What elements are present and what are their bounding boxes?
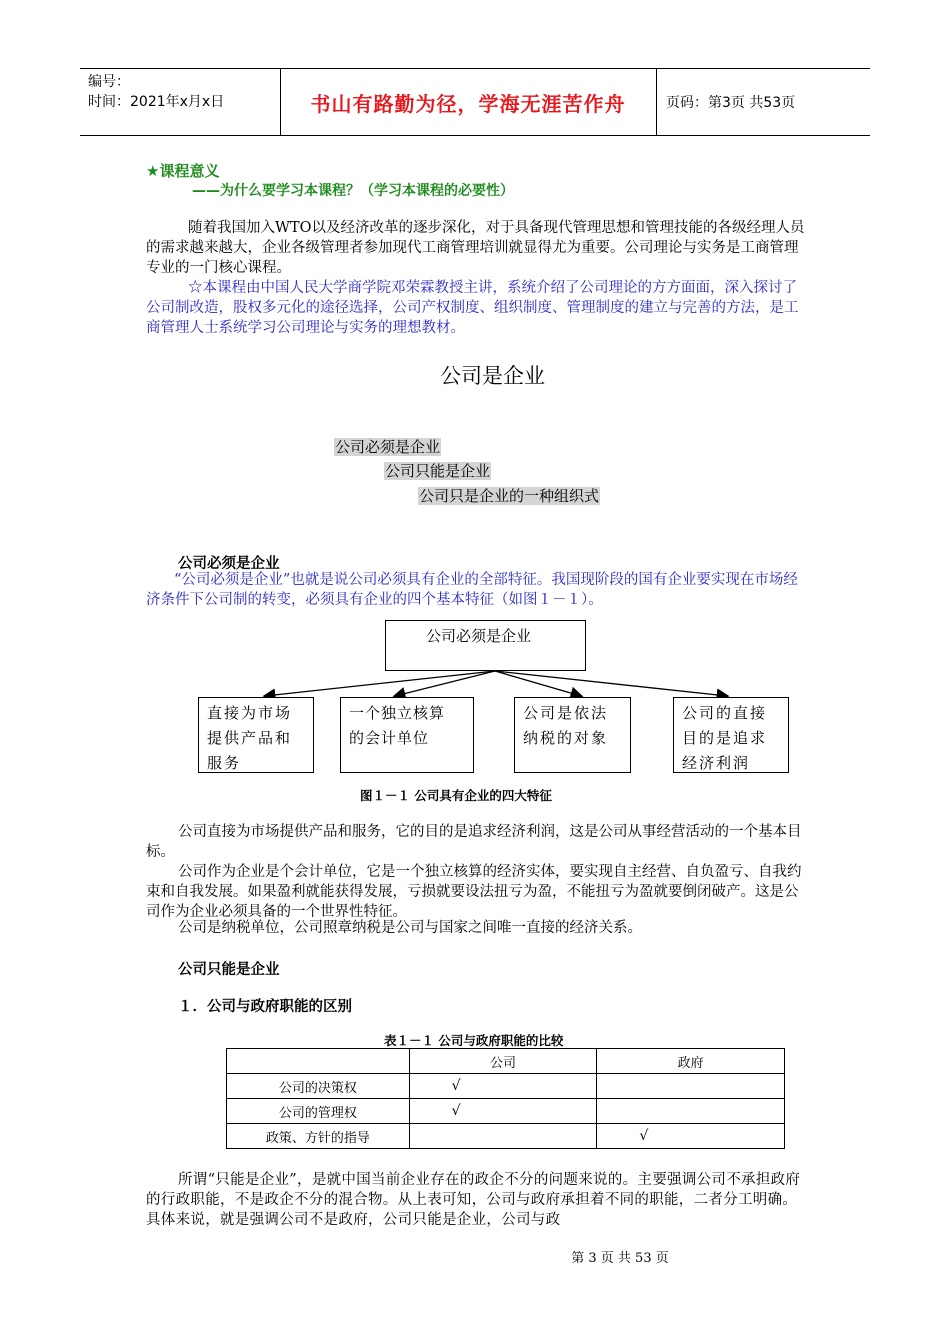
child-3-line-1: 公司是依法 bbox=[523, 704, 609, 722]
section1-heading: 公司必须是企业 bbox=[178, 556, 280, 572]
diagram-caption: 图１－１ 公司具有企业的四大特征 bbox=[360, 788, 552, 803]
time-label: 时间：2021年x月x日 bbox=[88, 94, 225, 110]
header-divider-2 bbox=[656, 68, 657, 136]
intro-paragraph-2: ☆本课程由中国人民大学商学院邓荣霖教授主讲，系统介绍了公司理论的方方面面，深入探讨了公司制改造，股权多元化的途径选择，公司产权制度、组织制度、管理制度的建立与完善的方法，是工商管理人士系统学习公司理论与实务的理想教材。 bbox=[146, 280, 799, 336]
child-4-line-3: 经济利润 bbox=[682, 754, 751, 772]
header-meta bbox=[88, 72, 224, 112]
header-bottom-rule bbox=[80, 135, 870, 136]
number-label: 编号： bbox=[88, 74, 130, 90]
child-1-line-3: 服务 bbox=[207, 754, 242, 772]
section2-subheading: １．公司与政府职能的区别 bbox=[178, 999, 352, 1015]
header-motto: 书山有路勤为径，学海无涯苦作舟 bbox=[310, 92, 626, 116]
row-3-company bbox=[409, 1124, 597, 1149]
row-3-label: 政策、方针的指导 bbox=[227, 1124, 410, 1149]
diagram-child-4 bbox=[673, 697, 789, 773]
course-significance-title: ★课程意义 bbox=[146, 162, 220, 180]
section2-heading: 公司只能是企业 bbox=[178, 962, 280, 978]
child-3-line-2: 纳税的对象 bbox=[523, 729, 609, 747]
table-caption: 表１－１ 公司与政府职能的比较 bbox=[384, 1033, 564, 1048]
outline-item-3-text: 公司只是企业的一种组织式 bbox=[419, 487, 600, 505]
table-row bbox=[227, 1074, 785, 1099]
diagram-child-3 bbox=[514, 697, 631, 773]
course-significance-subtitle: ——为什么要学习本课程？（学习本课程的必要性） bbox=[192, 183, 514, 199]
row-2-company: √ bbox=[409, 1099, 597, 1124]
table-header-company: 公司 bbox=[409, 1049, 597, 1074]
connector-3 bbox=[495, 671, 581, 696]
comparison-table bbox=[226, 1048, 785, 1149]
header-top-rule bbox=[80, 68, 870, 69]
page-header bbox=[80, 68, 870, 136]
diagram-root-label: 公司必须是企业 bbox=[426, 627, 532, 645]
outline-item-1 bbox=[334, 436, 441, 457]
feature-paragraph-1: 公司直接为市场提供产品和服务，它的目的是追求经济利润，这是公司从事经营活动的一个基本目标。 bbox=[146, 824, 802, 860]
child-2-line-2: 的会计单位 bbox=[349, 729, 430, 747]
table-row bbox=[227, 1124, 785, 1149]
header-page-info: 页码：第3页 共53页 bbox=[666, 95, 796, 111]
main-title: 公司是企业 bbox=[440, 364, 545, 388]
diagram-child-1 bbox=[198, 697, 314, 773]
row-2-label: 公司的管理权 bbox=[227, 1099, 410, 1124]
feature-paragraph-3: 公司是纳税单位，公司照章纳税是公司与国家之间唯一直接的经济关系。 bbox=[178, 920, 642, 936]
child-1-line-2: 提供产品和 bbox=[207, 729, 293, 747]
table-row bbox=[227, 1099, 785, 1124]
connector-1 bbox=[265, 671, 495, 696]
table-header-row bbox=[227, 1049, 785, 1074]
row-1-government bbox=[597, 1074, 785, 1099]
connector-4 bbox=[495, 671, 727, 696]
row-1-label: 公司的决策权 bbox=[227, 1074, 410, 1099]
outline-item-3 bbox=[418, 485, 600, 506]
section1-paragraph: “公司必须是企业”也就是说公司必须具有企业的全部特征。我国现阶段的国有企业要实现在市场经济条件下公司制的转变，必须具有企业的四个基本特征（如图１－１）。 bbox=[146, 572, 798, 608]
child-1-line-1: 直接为市场 bbox=[207, 704, 293, 722]
child-4-line-1: 公司的直接 bbox=[682, 704, 768, 722]
closing-paragraph: 所谓“只能是企业”，是就中国当前企业存在的政企不分的问题来说的。主要强调公司不承担政府的行政职能，不是政企不分的混合物。从上表可知，公司与政府承担着不同的职能，二者分工明确。具体来说，就是强调公司不是政府，公司只能是企业，公司与政 bbox=[146, 1172, 801, 1228]
outline-item-1-text: 公司必须是企业 bbox=[335, 438, 441, 456]
outline-item-2-text: 公司只能是企业 bbox=[385, 462, 491, 480]
row-2-government bbox=[597, 1099, 785, 1124]
diagram-root-box bbox=[385, 620, 586, 671]
outline-item-2 bbox=[384, 460, 491, 481]
page-footer: 第 3 页 共 53 页 bbox=[571, 1251, 669, 1266]
table-header-empty bbox=[227, 1049, 410, 1074]
diagram-child-2 bbox=[340, 697, 474, 773]
child-2-line-1: 一个独立核算 bbox=[349, 704, 446, 722]
feature-paragraph-2: 公司作为企业是个会计单位，它是一个独立核算的经济实体，要实现自主经营、自负盈亏、自我约束和自我发展。如果盈利就能获得发展，亏损就要设法扭亏为盈，不能扭亏为盈就要倒闭破产。这是公司作为企业必须具备的一个世界性特征。 bbox=[146, 864, 802, 920]
intro-paragraph-1: 随着我国加入WTO以及经济改革的逐步深化，对于具备现代管理思想和管理技能的各级经理人员的需求越来越大，企业各级管理者参加现代工商管理培训就显得尤为重要。公司理论与实务是工商管理专业的一门核心课程。 bbox=[146, 220, 805, 276]
row-3-government: √ bbox=[597, 1124, 785, 1149]
child-4-line-2: 目的是追求 bbox=[682, 729, 768, 747]
row-1-company: √ bbox=[409, 1074, 597, 1099]
connector-2 bbox=[395, 671, 495, 696]
table-header-government: 政府 bbox=[597, 1049, 785, 1074]
